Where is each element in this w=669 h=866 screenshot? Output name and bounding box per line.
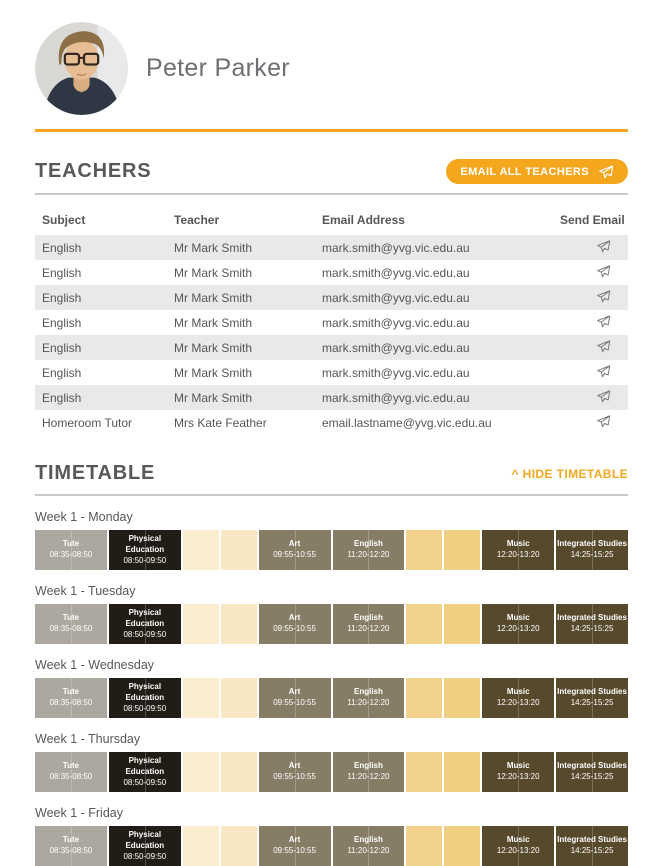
timetable-day [35,732,628,792]
timetable-days [35,510,628,866]
class-subject: Physical Education [125,830,165,850]
class-time: 08:35-08:50 [49,698,93,708]
send-icon [595,289,612,304]
timetable-bar [35,530,628,570]
class-subject: Music [506,761,530,771]
class-subject: Tute [62,687,80,697]
timetable-empty-block [444,530,480,570]
timetable-class-block [482,604,554,644]
timetable-empty-block [406,826,442,866]
timetable-empty-block [221,826,257,866]
class-time: 09:55-10:55 [273,846,316,856]
class-subject: Integrated Studies [557,835,627,845]
timetable-class-block [35,752,107,792]
class-subject: English [353,539,383,549]
teacher-row-subject: English [42,315,82,330]
teacher-row [35,285,628,310]
timetable-bar [35,678,628,718]
class-subject: Music [506,687,530,697]
class-time: 11:20-12:20 [347,624,390,634]
timetable-class-block [333,604,405,644]
timetable-day [35,658,628,718]
class-time: 12:20-13:20 [496,624,540,634]
class-subject: English [353,687,383,697]
class-time: 14:25-15:25 [570,550,614,560]
class-time: 09:55-10:55 [273,624,316,634]
teachers-table-header [35,205,628,235]
timetable-class-block [109,826,181,866]
timetable-empty-block [406,604,442,644]
class-subject: Integrated Studies [557,761,627,771]
teachers-table-body [35,235,628,435]
class-time: 08:50-09:50 [123,629,167,639]
profile-name: Peter Parker [146,54,290,82]
timetable-title: TIMETABLE [35,462,156,484]
timetable-empty-block [444,826,480,866]
timetable-section [35,462,628,866]
send-email-button[interactable] [595,289,618,304]
column-header-email: Email Address [322,213,405,227]
class-subject: English [353,835,383,845]
class-subject: Physical Education [125,756,165,776]
timetable-class-block [109,604,181,644]
class-subject: Art [288,835,301,845]
profile-header [35,22,628,132]
teacher-row [35,385,628,410]
class-subject: Music [506,613,530,623]
timetable-class-block [259,530,331,570]
class-time: 08:50-09:50 [123,555,167,565]
class-time: 08:50-09:50 [123,851,167,861]
teacher-row-teacher: Mr Mark Smith [174,365,252,380]
teacher-row-teacher: Mr Mark Smith [174,290,252,305]
class-subject: English [353,761,383,771]
send-icon [595,314,612,329]
timetable-class-block [259,826,331,866]
teacher-row [35,335,628,360]
teacher-row-teacher: Mr Mark Smith [174,240,252,255]
class-time: 09:55-10:55 [273,698,316,708]
teacher-row-subject: English [42,390,82,405]
class-time: 12:20-13:20 [496,772,540,782]
timetable-day [35,510,628,570]
column-header-subject: Subject [42,213,86,227]
class-subject: Tute [62,539,80,549]
timetable-empty-block [406,530,442,570]
class-subject: Art [288,687,301,697]
teacher-row-email: mark.smith@yvg.vic.edu.au [322,390,470,405]
timetable-day [35,584,628,644]
timetable-class-block [482,530,554,570]
send-icon [595,264,612,279]
class-time: 08:35-08:50 [49,550,93,560]
class-subject: Music [506,835,530,845]
teacher-row-subject: English [42,365,82,380]
timetable-empty-block [221,752,257,792]
class-time: 14:25-15:25 [570,846,614,856]
timetable-class-block [333,530,405,570]
timetable-class-block [35,604,107,644]
teacher-row-subject: English [42,340,82,355]
timetable-class-block [35,678,107,718]
teachers-title: TEACHERS [35,160,152,182]
class-subject: Physical Education [125,682,165,702]
teacher-row-teacher: Mr Mark Smith [174,265,252,280]
timetable-class-block [482,826,554,866]
timetable-class-block [482,678,554,718]
class-subject: Integrated Studies [557,539,627,549]
timetable-empty-block [221,604,257,644]
timetable-empty-block [183,604,219,644]
teacher-row-teacher: Mr Mark Smith [174,340,252,355]
send-email-button[interactable] [595,314,618,329]
teacher-row-teacher: Mr Mark Smith [174,315,252,330]
timetable-class-block [556,826,628,866]
class-time: 12:20-13:20 [496,698,540,708]
teacher-row-subject: Homeroom Tutor [42,415,133,430]
class-time: 11:20-12:20 [347,846,390,856]
timetable-class-block [109,752,181,792]
timetable-day-label: Week 1 - Monday [35,510,133,524]
timetable-empty-block [444,604,480,644]
class-subject: English [353,613,383,623]
class-subject: Tute [62,761,80,771]
teacher-row-subject: English [42,290,82,305]
timetable-day [35,806,628,866]
timetable-bar [35,752,628,792]
column-header-teacher: Teacher [174,213,220,227]
timetable-class-block [259,752,331,792]
timetable-class-block [259,604,331,644]
class-time: 11:20-12:20 [347,698,390,708]
teacher-row-email: mark.smith@yvg.vic.edu.au [322,315,470,330]
class-time: 09:55-10:55 [273,550,316,560]
timetable-divider [35,494,628,496]
timetable-class-block [333,678,405,718]
timetable-empty-block [221,678,257,718]
email-all-teachers-label: EMAIL ALL TEACHERS [460,165,589,178]
teachers-section [35,159,628,435]
timetable-class-block [109,678,181,718]
timetable-empty-block [444,752,480,792]
timetable-empty-block [444,678,480,718]
avatar-photo [35,22,128,115]
class-time: 12:20-13:20 [496,550,540,560]
send-icon [598,164,614,180]
timetable-empty-block [406,752,442,792]
class-time: 08:50-09:50 [123,777,167,787]
class-subject: Physical Education [125,608,165,628]
teachers-divider [35,193,628,195]
send-icon [595,414,612,429]
timetable-day-label: Week 1 - Thursday [35,732,141,746]
class-time: 08:35-08:50 [49,772,93,782]
send-icon [595,364,612,379]
timetable-day-label: Week 1 - Wednesday [35,658,155,672]
teacher-row-subject: English [42,265,82,280]
timetable-empty-block [221,530,257,570]
send-icon [595,239,612,254]
send-email-button[interactable] [595,339,618,354]
class-subject: Integrated Studies [557,687,627,697]
teacher-row-email: email.lastname@yvg.vic.edu.au [322,415,492,430]
class-time: 11:20-12:20 [347,772,390,782]
timetable-bar [35,826,628,866]
teacher-row [35,260,628,285]
class-time: 08:35-08:50 [49,624,93,634]
timetable-empty-block [183,826,219,866]
send-email-button[interactable] [595,414,618,429]
teacher-row [35,235,628,260]
class-subject: Tute [62,613,80,623]
class-subject: Art [288,539,301,549]
column-header-send-email: Send Email [560,213,625,227]
send-icon [595,339,612,354]
class-subject: Physical Education [125,534,165,554]
send-email-button[interactable] [595,239,618,254]
timetable-class-block [35,530,107,570]
timetable-class-block [556,604,628,644]
teacher-row-email: mark.smith@yvg.vic.edu.au [322,290,470,305]
class-time: 12:20-13:20 [496,846,540,856]
timetable-class-block [333,826,405,866]
teacher-row-email: mark.smith@yvg.vic.edu.au [322,265,470,280]
class-time: 14:25-15:25 [570,698,614,708]
timetable-class-block [556,752,628,792]
teacher-row-subject: English [42,240,82,255]
timetable-day-label: Week 1 - Friday [35,806,123,820]
timetable-class-block [556,530,628,570]
teacher-row [35,360,628,385]
teacher-row-email: mark.smith@yvg.vic.edu.au [322,365,470,380]
class-subject: Music [506,539,530,549]
class-subject: Tute [62,835,80,845]
profile-avatar [35,22,128,115]
timetable-class-block [482,752,554,792]
timetable-day-label: Week 1 - Tuesday [35,584,136,598]
timetable-empty-block [406,678,442,718]
send-email-button[interactable] [595,364,618,379]
timetable-class-block [109,530,181,570]
email-all-teachers-button[interactable] [446,159,628,184]
class-subject: Art [288,613,301,623]
teacher-row-email: mark.smith@yvg.vic.edu.au [322,240,470,255]
teachers-table [35,205,628,435]
teacher-row-email: mark.smith@yvg.vic.edu.au [322,340,470,355]
class-time: 08:50-09:50 [123,703,167,713]
timetable-bar [35,604,628,644]
class-subject: Art [288,761,301,771]
class-time: 08:35-08:50 [49,846,93,856]
timetable-empty-block [183,678,219,718]
send-icon [595,389,612,404]
timetable-class-block [35,826,107,866]
timetable-class-block [259,678,331,718]
teacher-row [35,410,628,435]
class-time: 11:20-12:20 [347,550,390,560]
class-time: 14:25-15:25 [570,772,614,782]
timetable-empty-block [183,752,219,792]
send-email-button[interactable] [595,264,618,279]
timetable-class-block [556,678,628,718]
teacher-row-teacher: Mr Mark Smith [174,390,252,405]
class-time: 09:55-10:55 [273,772,316,782]
send-email-button[interactable] [595,389,618,404]
hide-timetable-link[interactable]: ^ HIDE TIMETABLE [511,466,628,481]
class-subject: Integrated Studies [557,613,627,623]
class-time: 14:25-15:25 [570,624,614,634]
teacher-row-teacher: Mrs Kate Feather [174,415,267,430]
timetable-empty-block [183,530,219,570]
teacher-row [35,310,628,335]
timetable-class-block [333,752,405,792]
